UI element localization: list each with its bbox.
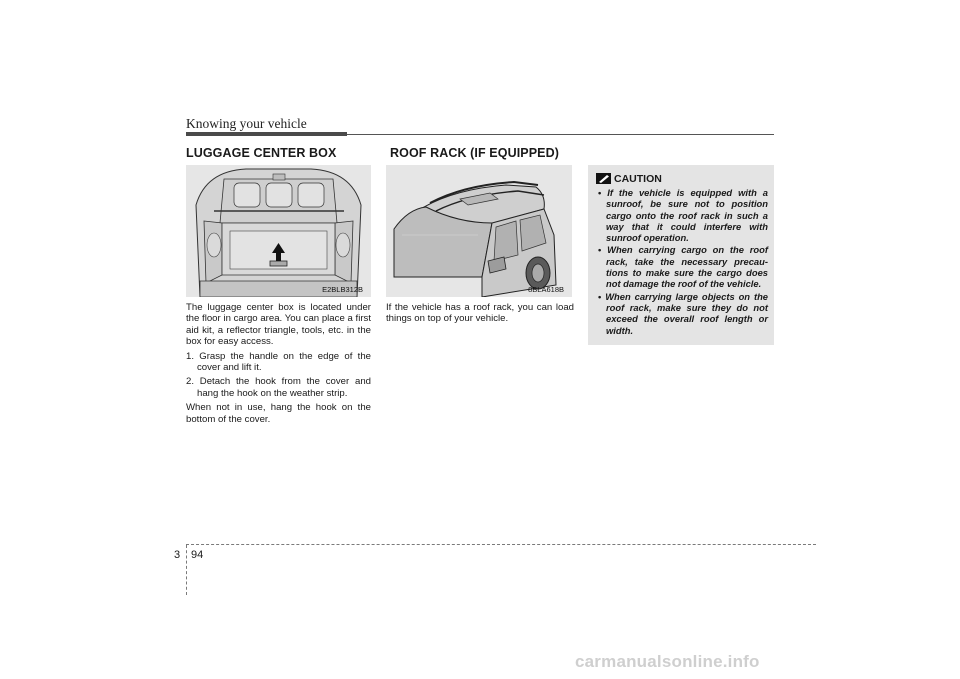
running-title: Knowing your vehicle [186,116,307,131]
caution-item: • If the vehicle is equipped with a sunroof, be sure not to position cargo onto the roof rack in such a way that it could interfere with sunroof operation. [596,187,768,243]
luggage-intro: The luggage center box is located under the floor in cargo area. You can place a first aid kit, a reflector triangle, tools, etc. in the box for easy access. [186,302,371,348]
roof-figure-code: 8BLA618B [528,285,564,294]
luggage-step: 2. Detach the hook from the cover and hang the hook on the weather strip. [186,376,371,399]
header-rule-thick [186,132,347,136]
footer-divider [186,544,816,545]
chapter-number: 3 [174,549,181,561]
page-number: 94 [191,549,204,561]
caution-item: • When carrying cargo on the roof rack, take the necessary precau-tions to make sure the cargo does not damage the roof of the vehicle. [596,244,768,289]
footer-vertical-divider [186,545,187,595]
luggage-step: 1. Grasp the handle on the edge of the cover and lift it. [186,350,371,374]
caution-item: • When carrying large objects on the roof rack, make sure they do not exceed the overall roof length or width. [596,291,768,336]
caution-title: CAUTION [614,173,662,185]
luggage-figure-code: E2BLB312B [322,285,363,294]
caution-pencil-icon [596,173,611,184]
luggage-body [186,302,371,428]
vehicle-roof-drawing [386,165,572,297]
caution-box [588,165,774,345]
roof-heading: ROOF RACK (IF EQUIPPED) [390,146,559,160]
luggage-steps [186,351,371,400]
luggage-illustration [186,165,371,297]
watermark: carmanualsonline.info [575,652,760,671]
roof-rack-illustration [386,165,572,297]
luggage-heading: LUGGAGE CENTER BOX [186,146,337,160]
caution-list [596,187,768,337]
roof-body: If the vehicle has a roof rack, you can load things on top of your vehicle. [386,302,574,325]
luggage-outro: When not in use, hang the hook on the bottom of the cover. [186,402,371,425]
header-rule-thin [347,134,774,135]
cargo-area-drawing [186,165,371,297]
